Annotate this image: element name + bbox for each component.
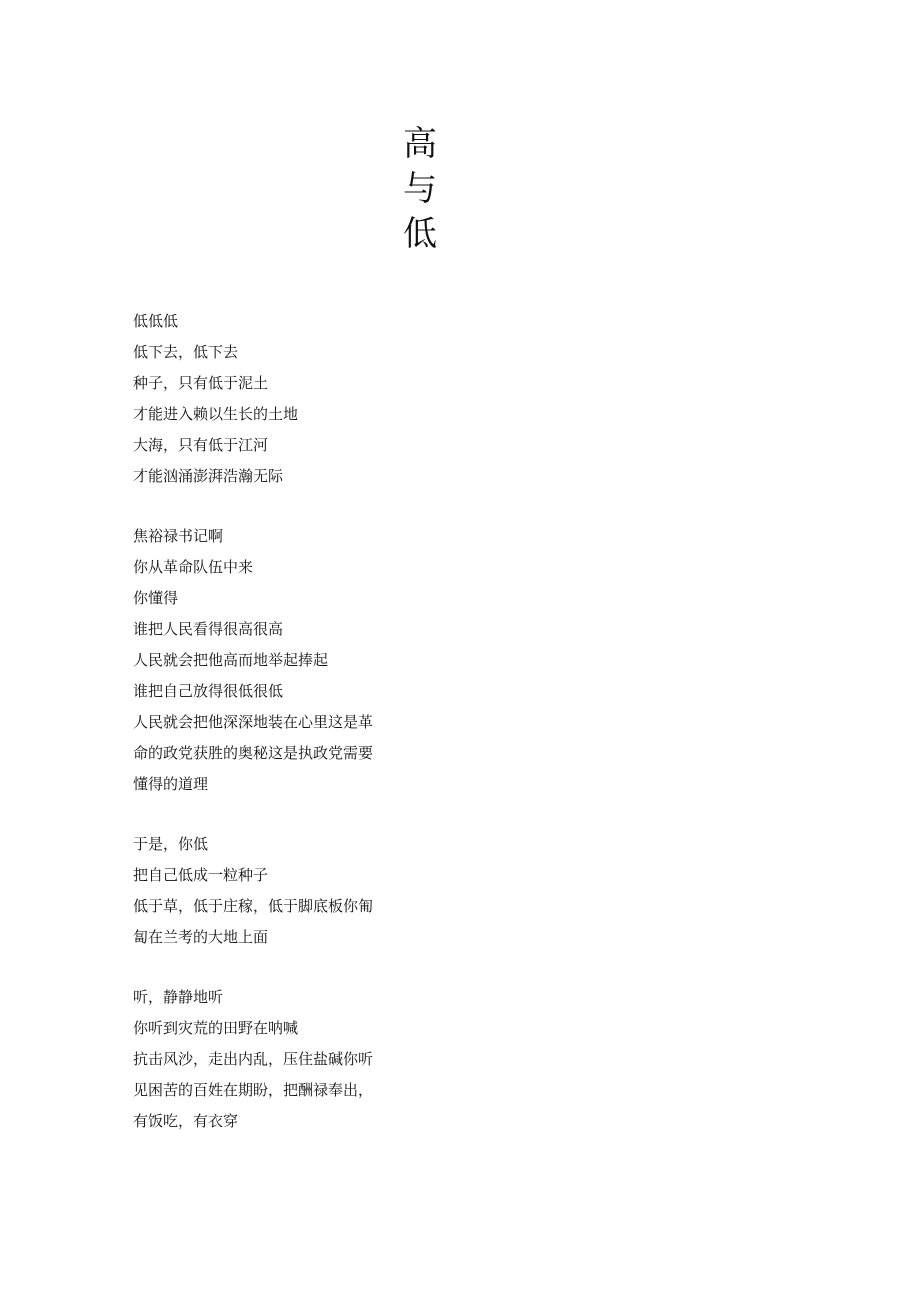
poem-line: 你懂得: [133, 589, 179, 607]
title-char: 与: [403, 169, 437, 209]
title-char: 低: [403, 214, 437, 254]
poem-line: 听，静静地听: [133, 988, 224, 1006]
stanza: [133, 306, 433, 492]
stanza: [133, 521, 433, 800]
poem-line: 懂得的道理: [133, 775, 209, 793]
poem-line: 于是，你低: [133, 835, 209, 853]
poem-line: 人民就会把他深深地装在心里这是革: [133, 713, 374, 731]
poem-line: 谁把人民看得很高很高: [133, 620, 284, 638]
page-title: [398, 122, 442, 257]
poem-line: 低下去，低下去: [133, 343, 239, 361]
poem-line: 命的政党获胜的奥秘这是执政党需要: [133, 744, 374, 762]
poem-line: 谁把自己放得很低很低: [133, 682, 284, 700]
poem-line: 大海，只有低于江河: [133, 436, 269, 454]
poem-line: 人民就会把他高而地举起捧起: [133, 651, 329, 669]
poem-line: 抗击风沙，走出内乱，压住盐碱你听: [133, 1050, 374, 1068]
poem-body: [133, 306, 433, 1166]
poem-line: 匐在兰考的大地上面: [133, 928, 269, 946]
poem-line: 焦裕禄书记啊: [133, 527, 224, 545]
poem-line: 才能进入赖以生长的土地: [133, 405, 299, 423]
poem-line: 把自己低成一粒种子: [133, 866, 269, 884]
poem-line: 有饭吃，有衣穿: [133, 1112, 239, 1130]
stanza: [133, 829, 433, 953]
poem-line: 才能汹涌澎湃浩瀚无际: [133, 467, 284, 485]
poem-line: 你听到灾荒的田野在呐喊: [133, 1019, 299, 1037]
poem-line: 低于草，低于庄稼，低于脚底板你匍: [133, 897, 374, 915]
title-char: 高: [403, 124, 437, 164]
poem-line: 种子，只有低于泥土: [133, 374, 269, 392]
poem-line: 低低低: [133, 312, 179, 330]
stanza: [133, 982, 433, 1137]
poem-line: 见困苦的百姓在期盼，把酬禄奉出，: [133, 1081, 374, 1099]
poem-line: 你从革命队伍中来: [133, 558, 254, 576]
